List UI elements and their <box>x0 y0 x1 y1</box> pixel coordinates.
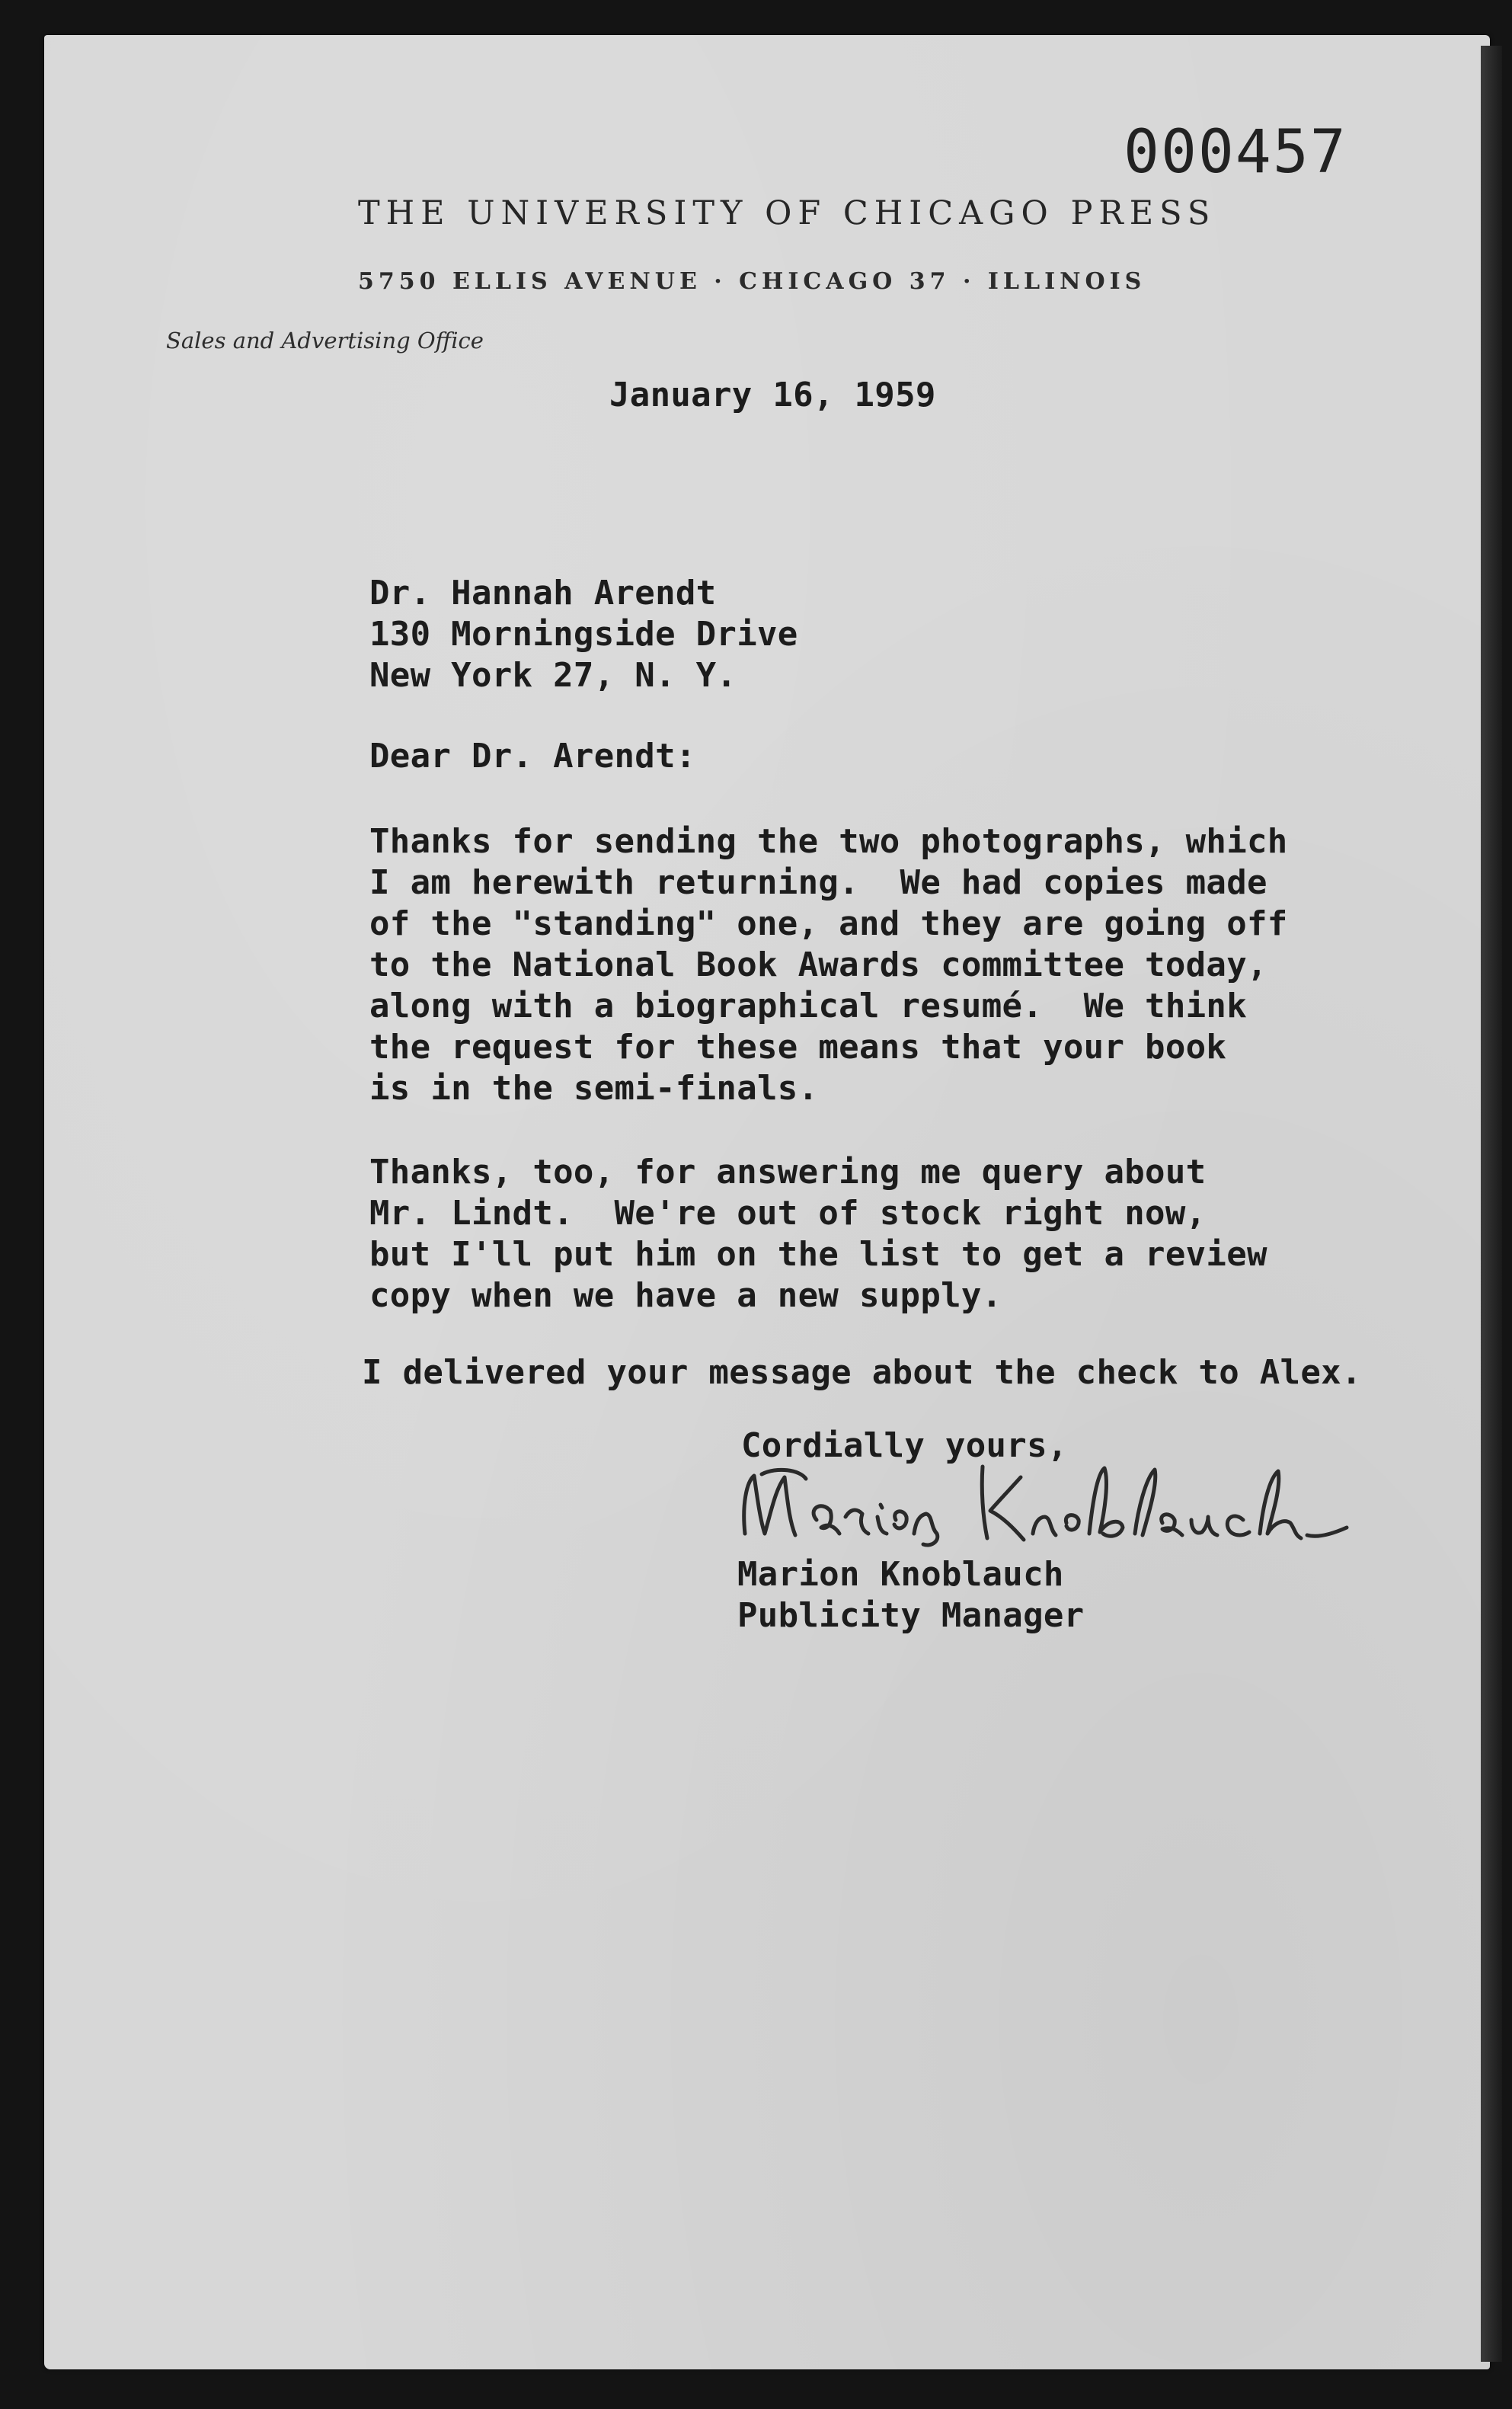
recipient-name: Dr. Hannah Arendt <box>369 574 717 613</box>
closing: Cordially yours, <box>741 1426 1068 1465</box>
body-paragraph-1: Thanks for sending the two photographs, which I am herewith returning. We had copies made of the "standing" one, and they are going off to the National Book Awards committee today, along with a biographical resumé. We think the request for these means that your book is in the semi-finals. <box>369 822 1288 1108</box>
body-paragraph-3: I delivered your message about the check to Alex. <box>362 1353 1362 1392</box>
body-paragraph-2: Thanks, too, for answering me query about Mr. Lindt. We're out of stock right now, but I'll put him on the list to get a review copy when we have a new supply. <box>369 1153 1267 1315</box>
letterhead-organization: THE UNIVERSITY OF CHICAGO PRESS <box>358 194 1216 232</box>
letterhead-office: Sales and Advertising Office <box>166 328 484 354</box>
document-number-stamp: 000457 <box>1124 118 1347 187</box>
recipient-street: 130 Morningside Drive <box>369 615 798 654</box>
salutation: Dear Dr. Arendt: <box>369 737 696 776</box>
recipient-city: New York 27, N. Y. <box>369 656 737 695</box>
letter-date: January 16, 1959 <box>609 376 936 414</box>
paper-edge-shadow <box>1481 46 1502 2362</box>
letterhead-address: 5750 ELLIS AVENUE · CHICAGO 37 · ILLINOIS <box>358 268 1146 295</box>
signer-name: Marion Knoblauch <box>737 1555 1064 1594</box>
signer-title: Publicity Manager <box>737 1596 1085 1635</box>
